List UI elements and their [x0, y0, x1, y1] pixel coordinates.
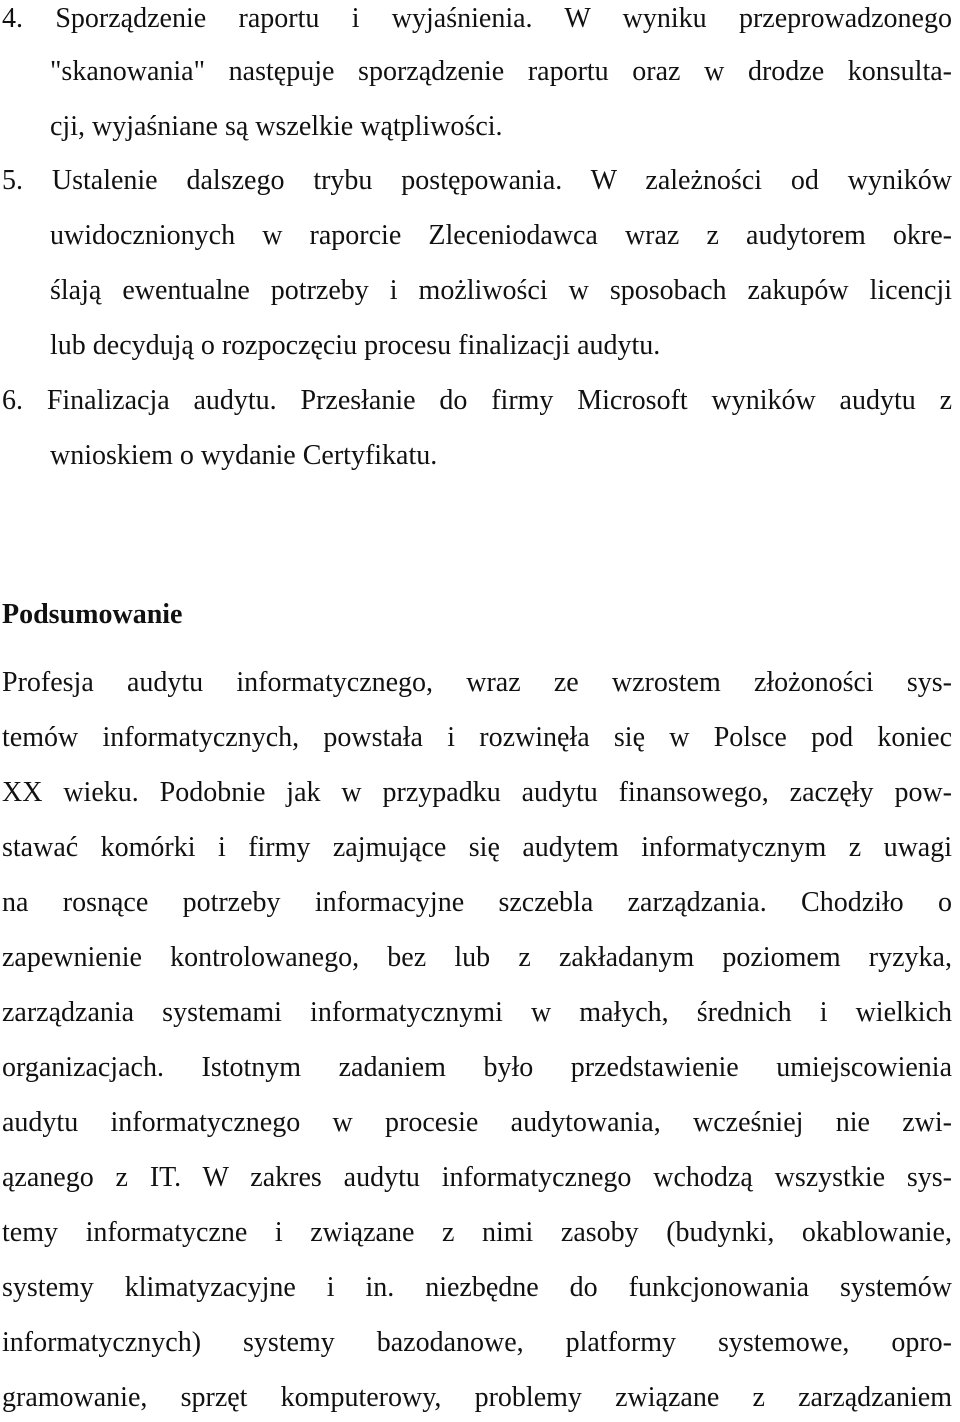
- list-item-4-line-3: cji, wyjaśniane są wszelkie wątpliwości.: [50, 111, 503, 142]
- list-item-5-line-1: 5. Ustalenie dalszego trybu postępowania. W zależności od wyników: [2, 165, 952, 196]
- summary-line-11: temy informatyczne i związane z nimi zasoby (budynki, okablowanie,: [2, 1217, 952, 1248]
- section-heading: Podsumowanie: [2, 599, 183, 630]
- summary-line-5: na rosnące potrzeby informacyjne szczebla zarządzania. Chodziło o: [2, 887, 952, 918]
- summary-line-1: Profesja audytu informatycznego, wraz ze wzrostem złożoności sys-: [2, 667, 952, 698]
- summary-line-2: temów informatycznych, powstała i rozwinęła się w Polsce pod koniec: [2, 722, 952, 753]
- summary-line-12: systemy klimatyzacyjne i in. niezbędne do funkcjonowania systemów: [2, 1272, 952, 1303]
- list-item-4-line-1: 4. Sporządzenie raportu i wyjaśnienia. W wyniku przeprowadzonego: [2, 3, 952, 34]
- summary-line-4: stawać komórki i firmy zajmujące się audytem informatycznym z uwagi: [2, 832, 952, 863]
- list-item-6-line-1: 6. Finalizacja audytu. Przesłanie do firmy Microsoft wyników audytu z: [2, 385, 952, 416]
- summary-line-8: organizacjach. Istotnym zadaniem było przedstawienie umiejscowienia: [2, 1052, 952, 1083]
- summary-line-13: informatycznych) systemy bazodanowe, platformy systemowe, opro-: [2, 1327, 952, 1358]
- list-item-5-line-3: ślają ewentualne potrzeby i możliwości w sposobach zakupów licencji: [50, 275, 952, 306]
- list-item-5-line-4: lub decydują o rozpoczęciu procesu finalizacji audytu.: [50, 330, 661, 361]
- summary-line-14: gramowanie, sprzęt komputerowy, problemy związane z zarządzaniem: [2, 1382, 952, 1413]
- summary-line-10: ązanego z IT. W zakres audytu informatycznego wchodzą wszystkie sys-: [2, 1162, 952, 1193]
- summary-line-7: zarządzania systemami informatycznymi w małych, średnich i wielkich: [2, 997, 952, 1028]
- summary-line-3: XX wieku. Podobnie jak w przypadku audytu finansowego, zaczęły pow-: [2, 777, 952, 808]
- summary-line-9: audytu informatycznego w procesie audytowania, wcześniej nie zwi-: [2, 1107, 952, 1138]
- list-item-6-line-2: wnioskiem o wydanie Certyfikatu.: [50, 440, 438, 471]
- list-item-5-line-2: uwidocznionych w raporcie Zleceniodawca wraz z audytorem okre-: [50, 220, 952, 251]
- list-item-4-line-2: "skanowania" następuje sporządzenie raportu oraz w drodze konsulta-: [50, 56, 952, 87]
- summary-line-6: zapewnienie kontrolowanego, bez lub z zakładanym poziomem ryzyka,: [2, 942, 952, 973]
